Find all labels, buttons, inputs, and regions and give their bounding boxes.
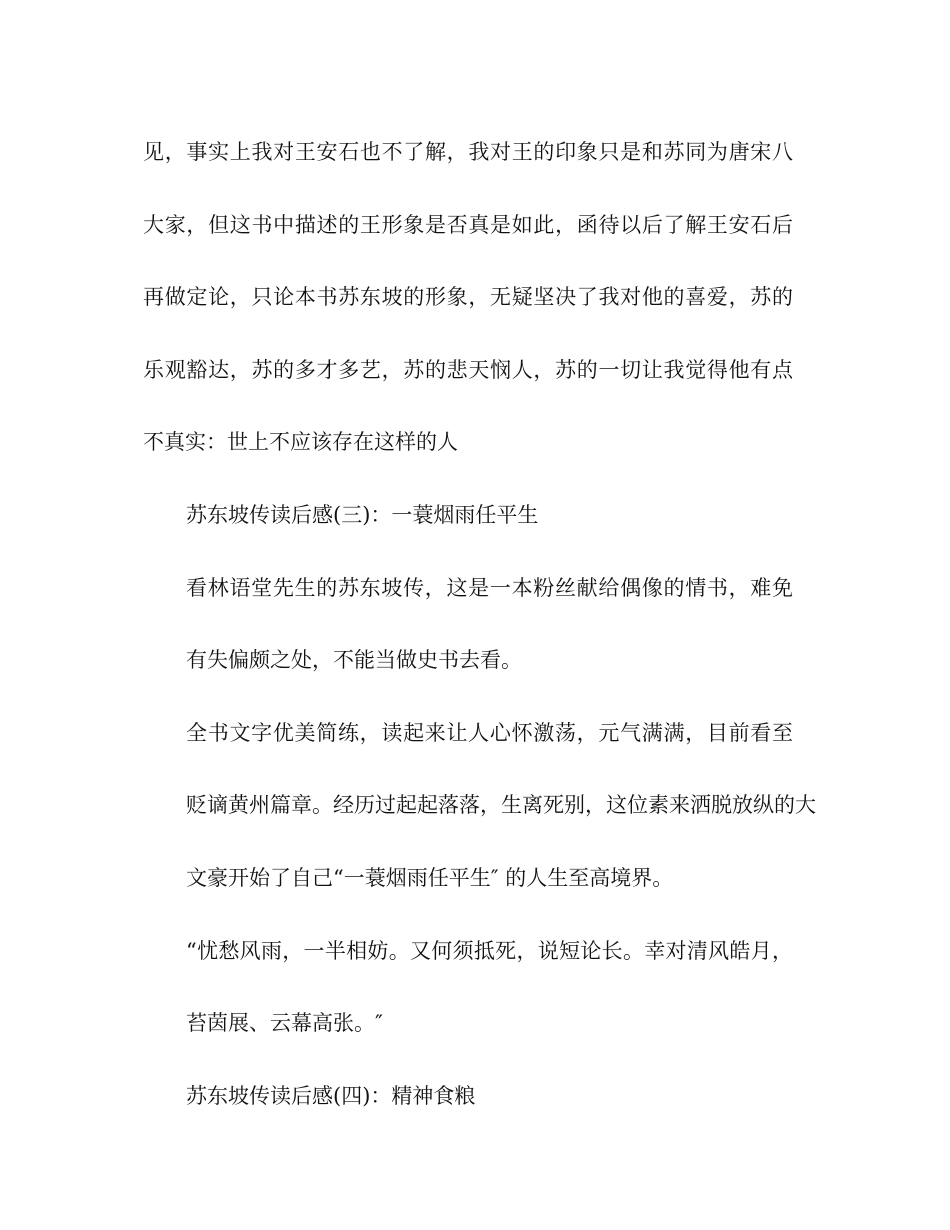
text-line: “忧愁风雨，一半相妨。又何须抵死，说短论长。幸对清风皓月，: [186, 938, 793, 963]
paragraph-3: [143, 697, 817, 915]
text-line: 见，事实上我对王安石也不了解，我对王的印象只是和苏同为唐宋八: [143, 140, 793, 164]
text-line: 不真实：世上不应该存在这样的人: [143, 430, 458, 455]
text-line: 有失偏颇之处，不能当做史书去看。: [186, 648, 523, 673]
document-body: [143, 116, 817, 1132]
text-line: 再做定论，只论本书苏东坡的形象，无疑坚决了我对他的喜爱，苏的: [143, 285, 793, 310]
text-line: 看林语堂先生的苏东坡传，这是一本粉丝献给偶像的情书，难免: [186, 575, 793, 600]
heading-text: 苏东坡传读后感(四)：精神食粮: [186, 1083, 476, 1108]
text-line: 全书文字优美简练，读起来让人心怀激荡，元气满满，目前看至: [186, 720, 793, 745]
heading-text: 苏东坡传读后感(三)：一蓑烟雨任平生: [186, 502, 539, 527]
text-line: 乐观豁达，苏的多才多艺，苏的悲天悯人，苏的一切让我觉得他有点: [143, 357, 793, 382]
text-line: 文豪开始了自己“一蓑烟雨任平生″ 的人生至高境界。: [186, 865, 674, 890]
text-line: 大家，但这书中描述的王形象是否真是如此，函待以后了解王安石后: [143, 212, 793, 237]
section-heading-3: [143, 479, 793, 552]
text-line: 苔茵展、云幕高张。″: [186, 1011, 383, 1036]
paragraph-2: [143, 552, 793, 697]
paragraph-1: [143, 116, 793, 479]
section-heading-4: [143, 1060, 793, 1133]
text-line: 贬谪黄州篇章。经历过起起落落，生离死别，这位素来洒脱放纵的大: [186, 793, 817, 818]
quote-paragraph: [143, 915, 793, 1060]
